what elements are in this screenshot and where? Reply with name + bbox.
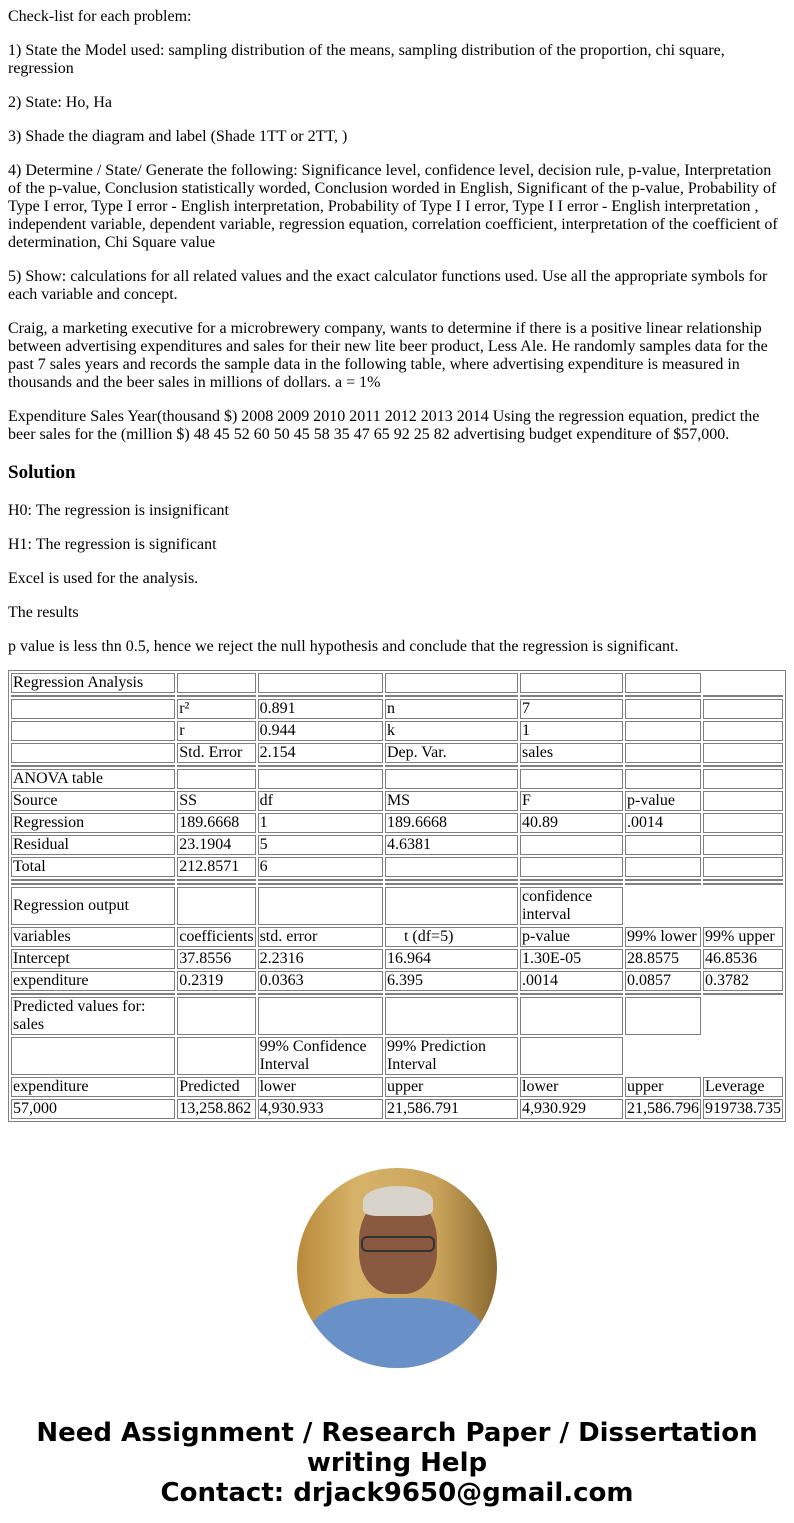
table-cell: 0.2319 — [177, 971, 255, 991]
separator-cell — [11, 993, 175, 995]
solution-heading: Solution — [8, 462, 76, 483]
checklist-item: 4) Determine / State/ Generate the following: Significance level, confidence level, decision rule, p-value, Interpretation of the p-value, Conclusion statistically worded, Conclusion worded in English, Significant of the p-value, Probability of Type I error, Type I error - English interpretation, Probability of Type I I error, Type I I error - English interpretation , independent variable, dependent variable, regression equation, correlation coefficient, interpretation of the coefficient of determination, Chi Square value — [8, 162, 778, 251]
table-cell — [177, 1037, 255, 1075]
table-cell — [625, 997, 701, 1035]
table-cell: Regression — [11, 813, 175, 833]
table-cell: r — [177, 721, 255, 741]
table-cell: Regression Analysis — [11, 673, 175, 693]
separator-cell — [11, 879, 175, 881]
table-cell: 1 — [520, 721, 623, 741]
footer-contact: Contact: drjack9650@gmail.com — [160, 1478, 634, 1508]
table-cell: lower — [258, 1077, 383, 1097]
table-row — [11, 971, 783, 991]
table-cell: sales — [520, 743, 623, 763]
separator-cell — [703, 765, 783, 767]
footer-ad — [8, 1418, 786, 1508]
separator-cell — [385, 765, 518, 767]
separator-cell — [625, 765, 701, 767]
separator-cell — [520, 765, 623, 767]
method-note: Excel is used for the analysis. — [8, 570, 199, 587]
separator-cell — [177, 879, 255, 881]
checklist-item: 1) State the Model used: sampling distribution of the means, sampling distribution of the proportion, chi square, regression — [8, 42, 725, 77]
table-cell: upper — [625, 1077, 701, 1097]
table-cell: MS — [385, 791, 518, 811]
table-separator — [11, 883, 783, 885]
separator-cell — [177, 695, 255, 697]
table-cell: 919738.735 — [703, 1099, 783, 1119]
table-cell — [703, 699, 783, 719]
table-cell — [520, 769, 623, 789]
table-cell: 28.8575 — [625, 949, 701, 969]
table-row — [11, 1099, 783, 1119]
table-cell: F — [520, 791, 623, 811]
table-cell — [703, 835, 783, 855]
table-cell — [177, 673, 255, 693]
table-cell: t (df=5) — [385, 927, 518, 947]
table-cell — [11, 699, 175, 719]
separator-cell — [385, 695, 518, 697]
footer-line-1: Need Assignment / Research Paper / Dissertation writing Help — [36, 1418, 758, 1478]
table-cell — [703, 743, 783, 763]
separator-cell — [625, 993, 701, 995]
table-cell: 99% upper — [703, 927, 783, 947]
separator-cell — [258, 695, 383, 697]
table-cell — [520, 1037, 623, 1075]
checklist — [8, 8, 786, 304]
table-cell: p-value — [520, 927, 623, 947]
table-separator — [11, 879, 783, 881]
table-cell: SS — [177, 791, 255, 811]
table-row — [11, 835, 783, 855]
separator-cell — [703, 883, 783, 885]
table-cell: lower — [520, 1077, 623, 1097]
table-cell: std. error — [258, 927, 383, 947]
shirt-shape — [307, 1298, 487, 1368]
table-row — [11, 743, 783, 763]
table-cell: n — [385, 699, 518, 719]
table-cell: Residual — [11, 835, 175, 855]
table-cell — [703, 721, 783, 741]
table-cell — [703, 769, 783, 789]
separator-cell — [520, 883, 623, 885]
table-cell: 1 — [258, 813, 383, 833]
regression-table — [8, 670, 786, 1122]
table-cell: 99% Prediction Interval — [385, 1037, 518, 1075]
table-cell: 4,930.929 — [520, 1099, 623, 1119]
table-cell: 6.395 — [385, 971, 518, 991]
table-cell: 189.6668 — [385, 813, 518, 833]
table-row — [11, 1037, 783, 1075]
separator-cell — [258, 879, 383, 881]
problem-data: Expenditure Sales Year(thousand $) 2008 2009 2010 2011 2012 2013 2014 Using the regression equation, predict the beer sales for the (million $) 48 45 52 60 50 45 58 35 47 65 92 25 82 advertising budget expenditure of $57,000. — [8, 408, 760, 443]
table-cell — [258, 997, 383, 1035]
table-cell: 21,586.791 — [385, 1099, 518, 1119]
conclusion: p value is less thn 0.5, hence we reject the null hypothesis and conclude that the regression is significant. — [8, 638, 679, 655]
table-cell: upper — [385, 1077, 518, 1097]
separator-cell — [385, 879, 518, 881]
checklist-title: Check-list for each problem: — [8, 8, 192, 25]
table-cell: Regression output — [11, 887, 175, 925]
table-row — [11, 927, 783, 947]
table-cell — [625, 699, 701, 719]
null-hypothesis: H0: The regression is insignificant — [8, 502, 229, 519]
table-cell — [385, 997, 518, 1035]
table-cell: 0.0857 — [625, 971, 701, 991]
table-row — [11, 673, 783, 693]
table-cell: .0014 — [625, 813, 701, 833]
table-cell: 2.2316 — [258, 949, 383, 969]
separator-cell — [385, 993, 518, 995]
table-cell — [177, 997, 255, 1035]
table-cell: 189.6668 — [177, 813, 255, 833]
checklist-item: 5) Show: calculations for all related values and the exact calculator functions used. Use all the appropriate symbols for each variable and concept. — [8, 268, 768, 303]
table-separator — [11, 993, 783, 995]
separator-cell — [625, 879, 701, 881]
glasses-shape — [361, 1236, 435, 1252]
table-cell — [385, 857, 518, 877]
table-cell: 2.154 — [258, 743, 383, 763]
table-cell — [258, 887, 383, 925]
table-cell: Predicted values for: sales — [11, 997, 175, 1035]
table-cell: coefficients — [179, 928, 254, 945]
table-row — [11, 949, 783, 969]
hair-shape — [363, 1186, 433, 1216]
table-cell: Predicted — [177, 1077, 255, 1097]
table-cell: 7 — [520, 699, 623, 719]
table-cell — [177, 887, 255, 925]
table-cell: Source — [11, 791, 175, 811]
table-cell — [520, 835, 623, 855]
table-cell: Std. Error — [177, 743, 255, 763]
separator-cell — [385, 883, 518, 885]
separator-cell — [177, 765, 255, 767]
table-cell: 13,258.862 — [177, 1099, 255, 1119]
table-row — [11, 721, 783, 741]
table-cell: 6 — [258, 857, 383, 877]
table-cell: ANOVA table — [11, 769, 175, 789]
table-cell — [703, 791, 783, 811]
table-row — [11, 1077, 783, 1097]
table-cell — [258, 769, 383, 789]
table-cell: variables — [11, 927, 175, 947]
table-cell: df — [258, 791, 383, 811]
table-cell: k — [385, 721, 518, 741]
table-cell — [520, 857, 623, 877]
table-cell: Total — [11, 857, 175, 877]
separator-cell — [520, 993, 623, 995]
table-row — [11, 791, 783, 811]
table-cell: 0.891 — [258, 699, 383, 719]
table-cell — [258, 673, 383, 693]
table-cell: 4,930.933 — [258, 1099, 383, 1119]
table-row — [11, 769, 783, 789]
checklist-item: 3) Shade the diagram and label (Shade 1TT or 2TT, ) — [8, 128, 348, 145]
table-cell — [177, 769, 255, 789]
table-cell: 57,000 — [11, 1099, 175, 1119]
table-cell: 16.964 — [385, 949, 518, 969]
table-cell: expenditure — [11, 1077, 175, 1097]
table-cell — [625, 857, 701, 877]
table-cell: 37.8556 — [177, 949, 255, 969]
table-cell — [625, 673, 701, 693]
separator-cell — [703, 695, 783, 697]
separator-cell — [703, 993, 783, 995]
author-photo — [297, 1168, 497, 1368]
table-cell: 99% lower — [625, 927, 701, 947]
table-row — [11, 813, 783, 833]
separator-cell — [703, 879, 783, 881]
separator-cell — [258, 765, 383, 767]
table-row — [11, 857, 783, 877]
table-cell — [385, 673, 518, 693]
separator-cell — [177, 883, 255, 885]
problem-text: Craig, a marketing executive for a microbrewery company, wants to determine if there is a positive linear relationship between advertising expenditures and sales for their new lite beer product, Less Ale. He randomly samples data for the past 7 sales years and records the sample data in the following table, where advertising expenditure is measured in thousands and the beer sales in millions of dollars. a = 1% — [8, 320, 768, 391]
table-cell: 1.30E-05 — [520, 949, 623, 969]
separator-cell — [625, 695, 701, 697]
table-cell — [625, 721, 701, 741]
table-row — [11, 997, 783, 1035]
results-label: The results — [8, 604, 79, 621]
table-cell — [385, 769, 518, 789]
table-cell: 0.3782 — [703, 971, 783, 991]
table-cell: 21,586.796 — [626, 1100, 699, 1117]
table-cell: Leverage — [703, 1077, 783, 1097]
table-cell — [703, 813, 783, 833]
table-cell: Dep. Var. — [385, 743, 518, 763]
table-cell: 0.0363 — [258, 971, 383, 991]
table-cell: 99% Confidence Interval — [258, 1037, 383, 1075]
table-cell — [11, 743, 175, 763]
alt-hypothesis: H1: The regression is significant — [8, 536, 217, 553]
table-cell: Intercept — [11, 949, 175, 969]
separator-cell — [177, 993, 255, 995]
table-cell: r² — [177, 699, 255, 719]
table-cell: .0014 — [520, 971, 623, 991]
table-cell — [703, 857, 783, 877]
separator-cell — [520, 879, 623, 881]
separator-cell — [520, 695, 623, 697]
table-cell — [625, 743, 701, 763]
table-cell: 212.8571 — [177, 857, 255, 877]
table-cell — [625, 835, 701, 855]
separator-cell — [625, 883, 701, 885]
separator-cell — [258, 993, 383, 995]
table-cell: 5 — [258, 835, 383, 855]
table-cell: 40.89 — [520, 813, 623, 833]
table-cell: 46.8536 — [703, 949, 783, 969]
separator-cell — [11, 765, 175, 767]
table-cell — [520, 997, 623, 1035]
table-row — [11, 887, 783, 925]
table-cell: 23.1904 — [177, 835, 255, 855]
table-cell: 4.6381 — [385, 835, 518, 855]
table-separator — [11, 765, 783, 767]
table-cell: 0.944 — [258, 721, 383, 741]
table-cell — [11, 721, 175, 741]
checklist-item: 2) State: Ho, Ha — [8, 94, 112, 111]
separator-cell — [258, 883, 383, 885]
separator-cell — [11, 883, 175, 885]
table-cell — [385, 887, 518, 925]
table-row — [11, 699, 783, 719]
table-cell — [625, 769, 701, 789]
table-cell: confidence interval — [520, 887, 623, 925]
table-cell: expenditure — [11, 971, 175, 991]
separator-cell — [11, 695, 175, 697]
table-cell — [520, 673, 623, 693]
table-separator — [11, 695, 783, 697]
table-cell: p-value — [625, 791, 701, 811]
table-cell — [11, 1037, 175, 1075]
